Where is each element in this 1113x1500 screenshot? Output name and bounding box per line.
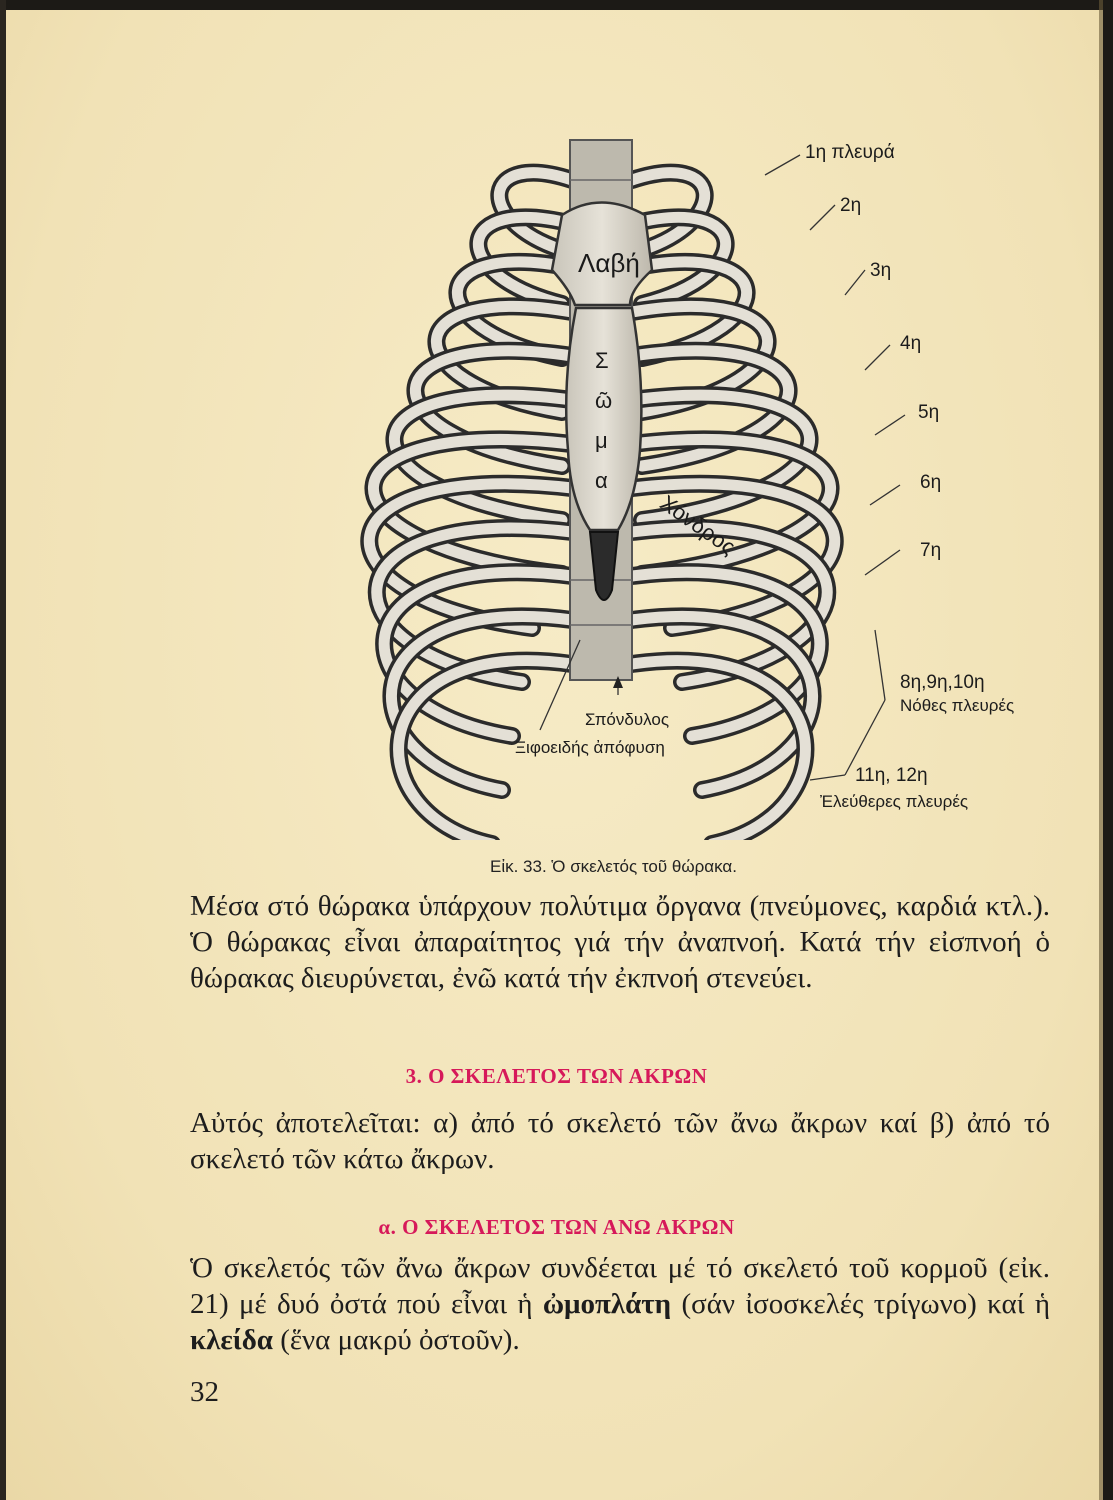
paragraph-upper-limbs-part-2: (σάν ἰσοσκελές τρίγωνο) καί ἡ — [671, 1288, 1050, 1320]
term-scapula: ὠμοπλάτη — [542, 1288, 672, 1320]
sternum-letter-1: Σ — [595, 348, 609, 373]
rib-4-label: 4η — [900, 333, 922, 354]
page-number: 32 — [190, 1376, 219, 1408]
sternum-body — [566, 308, 641, 530]
paragraph-upper-limbs-part-1: Ὁ σκελετός τῶν ἄνω ἄκρων συνδέεται μέ τό σκελετό τοῦ κορμοῦ (εἰκ. 21) μέ δυό ὀστά πού εἶναι ἡ — [190, 1252, 1050, 1320]
sternum-letter-4: α — [595, 468, 608, 493]
sternum-letter-3: μ — [595, 428, 608, 453]
rib-7-label: 7η — [920, 540, 942, 561]
rib-1-label: 1η πλευρά — [805, 142, 895, 163]
floating-ribs-name: Ἐλεύθερες πλευρές — [820, 792, 969, 811]
false-ribs-numbers: 8η,9η,10η — [900, 672, 985, 693]
rib-2-label: 2η — [840, 195, 862, 216]
manubrium-label: Λαβή — [578, 248, 640, 278]
rib-cage-illustration — [300, 120, 1020, 840]
false-ribs-name: Νόθες πλευρές — [900, 696, 1015, 715]
cartilage-label: Χόνδρος — [655, 490, 741, 560]
figure-caption: Εἰκ. 33. Ὁ σκελετός τοῦ θώρακα. — [490, 857, 737, 876]
vertebra-label: Σπόνδυλος — [585, 710, 670, 729]
floating-ribs-numbers: 11η, 12η — [855, 765, 928, 786]
paragraph-upper-limbs-part-3: (ἕνα μακρύ ὀστοῦν). — [272, 1324, 520, 1356]
paragraph-limbs: Αὐτός ἀποτελεῖται: α) ἀπό τό σκελετό τῶν ἄνω ἄκρων καί β) ἀπό τό σκελετό τῶν κάτω ἄκρων. — [190, 1107, 1050, 1175]
term-clavicle: κλείδα — [190, 1324, 273, 1356]
paragraph-thorax: Μέσα στό θώρακα ὑπάρχουν πολύτιμα ὄργανα (πνεύμονες, καρδιά κτλ.). Ὁ θώρακας εἶναι ἀπαραίτητος γιά τήν ἀναπνοή. Κατά τήν εἰσπνοή ὁ θώρακας διευρύνεται, ἐνῶ κατά τήν ἐκπνοή στενεύει. — [190, 890, 1050, 994]
scan-left-edge — [0, 0, 6, 1500]
rib-3-label: 3η — [870, 260, 892, 281]
scan-right-edge — [1103, 0, 1113, 1500]
rib-cage-figure — [300, 120, 1020, 840]
rib-5-label: 5η — [918, 402, 940, 423]
section-heading-limbs: 3. Ο ΣΚΕΛΕΤΟΣ ΤΩΝ ΑΚΡΩΝ — [405, 1064, 708, 1088]
xiphoid-label: Ξιφοειδής ἀπόφυση — [515, 738, 665, 757]
rib-6-label: 6η — [920, 472, 942, 493]
sternum-letter-2: ῶ — [595, 388, 613, 413]
subsection-heading-upper-limbs: α. Ο ΣΚΕΛΕΤΟΣ ΤΩΝ ΑΝΩ ΑΚΡΩΝ — [378, 1215, 735, 1239]
scan-top-edge — [0, 0, 1113, 10]
paragraph-upper-limbs — [190, 1250, 1050, 1358]
